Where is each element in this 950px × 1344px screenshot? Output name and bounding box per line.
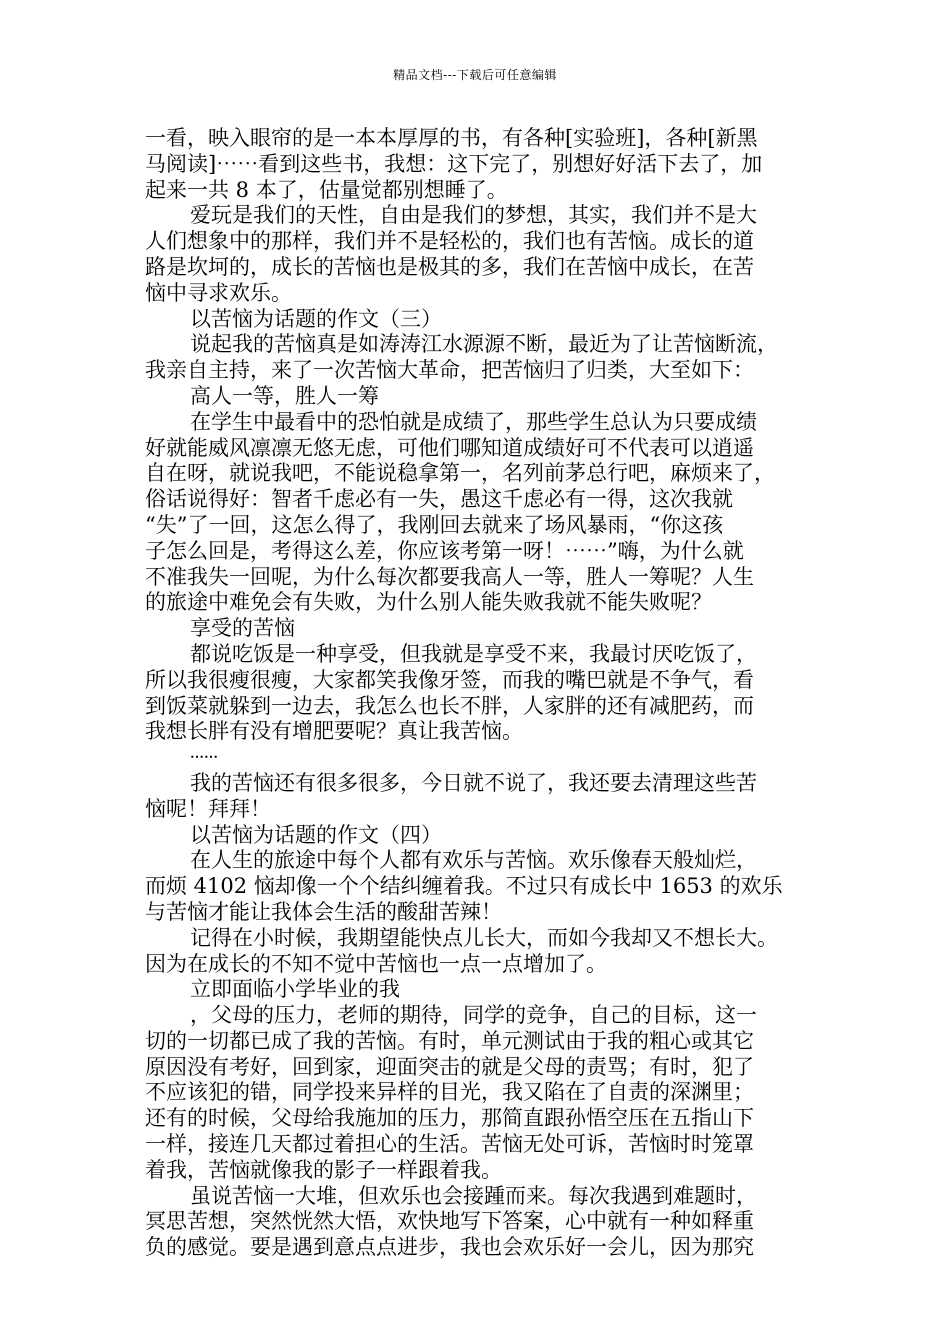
text-line: 我亲自主持，来了一次苦恼大革命，把苦恼归了归类，大至如下： xyxy=(145,358,754,383)
text-line: 我想长胖有没有增肥要呢？真让我苦恼。 xyxy=(145,719,523,744)
text-line: 说起我的苦恼真是如涛涛江水源源不断，最近为了让苦恼断流， xyxy=(190,332,778,357)
text-line: 起来一共 8 本了，估量觉都别想睡了。 xyxy=(145,177,508,202)
text-line: 在人生的旅途中每个人都有欢乐与苦恼。欢乐像春天般灿烂， xyxy=(190,848,757,873)
text-line: 路是坎坷的，成长的苦恼也是极其的多，我们在苦恼中成长，在苦 xyxy=(145,254,754,279)
text-line: 着我，苦恼就像我的影子一样跟着我。 xyxy=(145,1157,502,1182)
text-line: 切的一切都已成了我的苦恼。有时，单元测试由于我的粗心或其它 xyxy=(145,1028,754,1053)
text-line: 恼中寻求欢乐。 xyxy=(145,280,292,305)
text-line: 都说吃饭是一种享受，但我就是享受不来，我最讨厌吃饭了， xyxy=(190,641,757,666)
text-line: 以苦恼为话题的作文（三） xyxy=(190,306,442,331)
text-line: 好就能威风凛凛无悠无虑，可他们哪知道成绩好可不代表可以逍遥 xyxy=(145,435,754,460)
text-line: 一样，接连几天都过着担心的生活。苦恼无处可诉，苦恼时时笼罩 xyxy=(145,1132,754,1157)
ellipsis-line: ⋯⋯ xyxy=(190,749,218,766)
text-line: “失”了一回，这怎么得了，我刚回去就来了场风暴雨，“你这孩 xyxy=(145,512,724,537)
text-line: 而烦 4102 恼却像一个个结纠缠着我。不过只有成长中 1653 的欢乐 xyxy=(145,874,783,899)
text-line: 一看，映入眼帘的是一本本厚厚的书，有各种[实验班]，各种[新黑 xyxy=(145,126,758,150)
text-line: 子怎么回是，考得这么差，你应该考第一呀！⋯⋯”嗨，为什么就 xyxy=(145,538,744,563)
text-line: 的旅途中难免会有失败，为什么别人能失败我就不能失败呢？ xyxy=(145,590,712,615)
text-line: 与苦恼才能让我体会生活的酸甜苦辣！ xyxy=(145,899,502,924)
text-line: 不应该犯的错，同学投来异样的目光，我又陷在了自责的深渊里； xyxy=(145,1080,754,1105)
text-line: 恼呢！拜拜！ xyxy=(145,796,271,821)
text-line: 人们想象中的那样，我们并不是轻松的，我们也有苦恼。成长的道 xyxy=(145,229,754,254)
text-line: 冥思苦想，突然恍然大悟，欢快地写下答案，心中就有一种如释重 xyxy=(145,1209,754,1234)
document-body xyxy=(145,126,815,1261)
text-line: 原因没有考好，回到家，迎面突击的就是父母的责骂；有时，犯了 xyxy=(145,1054,754,1079)
text-line: 因为在成长的不知不觉中苦恼也一点一点增加了。 xyxy=(145,951,607,976)
text-line: 以苦恼为话题的作文（四） xyxy=(190,822,442,847)
text-line: 不准我失一回呢，为什么每次都要我高人一等，胜人一筹呢？人生 xyxy=(145,564,754,589)
text-line: 立即面临小学毕业的我 xyxy=(190,977,400,1002)
text-line: 到饭菜就躲到一边去，我怎么也长不胖，人家胖的还有减肥药，而 xyxy=(145,693,754,718)
text-line: 记得在小时候，我期望能快点儿长大，而如今我却又不想长大。 xyxy=(190,925,778,950)
page-header: 精品文档---下载后可任意编辑 xyxy=(393,68,557,82)
text-line: 还有的时候，父母给我施加的压力，那简直跟孙悟空压在五指山下 xyxy=(145,1106,754,1131)
text-line: ，父母的压力，老师的期待，同学的竞争，自己的目标，这一 xyxy=(190,1003,757,1028)
text-line: 自在呀，就说我吧，不能说稳拿第一，名列前茅总行吧，麻烦来了， xyxy=(145,461,775,486)
text-line: 马阅读]⋯⋯看到这些书，我想：这下完了，别想好好活下去了，加 xyxy=(145,151,763,176)
text-line: 虽说苦恼一大堆，但欢乐也会接踵而来。每次我遇到难题时， xyxy=(190,1183,757,1208)
text-line: 在学生中最看中的恐怕就是成绩了，那些学生总认为只要成绩 xyxy=(190,409,757,434)
text-line: 享受的苦恼 xyxy=(190,616,295,641)
text-line: 高人一等，胜人一筹 xyxy=(190,383,379,408)
text-line: 我的苦恼还有很多很多，今日就不说了，我还要去清理这些苦 xyxy=(190,770,757,795)
text-line: 负的感觉。要是遇到意点点进步，我也会欢乐好一会儿，因为那究 xyxy=(145,1235,754,1260)
text-line: 俗话说得好：智者千虑必有一失，愚这千虑必有一得，这次我就 xyxy=(145,487,733,512)
text-line: 爱玩是我们的天性，自由是我们的梦想，其实，我们并不是大 xyxy=(190,203,757,228)
text-line: 所以我很瘦很瘦，大家都笑我像牙签，而我的嘴巴就是不争气，看 xyxy=(145,667,754,692)
